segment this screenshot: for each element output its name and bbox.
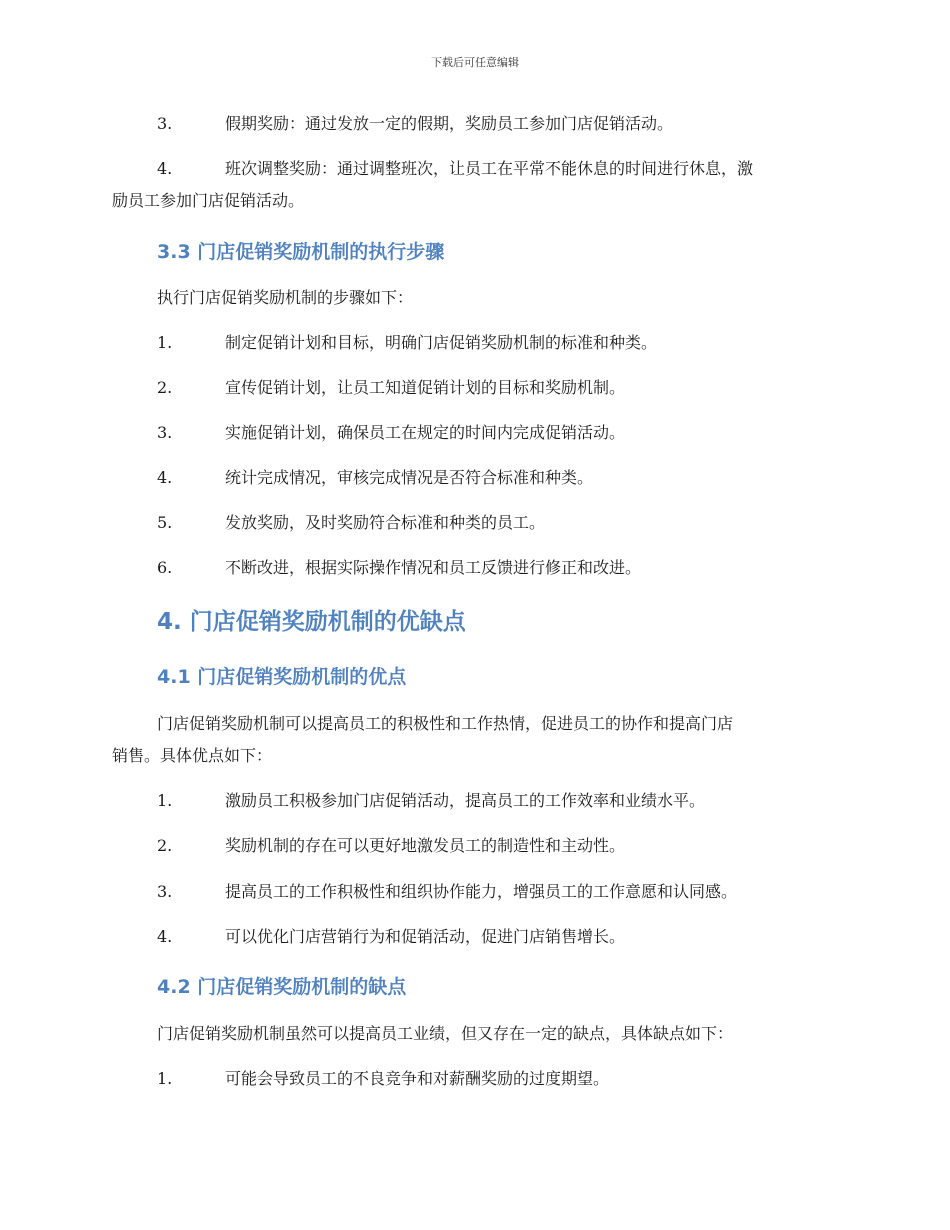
list-number: 3. [157, 114, 173, 133]
section-heading: 4.2 门店促销奖励机制的缺点 [157, 976, 407, 998]
list-number: 5. [157, 513, 173, 532]
section-heading: 4.1 门店促销奖励机制的优点 [157, 666, 407, 688]
list-item [157, 829, 625, 863]
list-number: 4. [157, 159, 173, 178]
section-intro-line: 门店促销奖励机制可以提高员工的积极性和工作热情，促进员工的协作和提高门店 [157, 714, 734, 733]
list-number: 1. [157, 1069, 173, 1088]
list-text: 宣传促销计划，让员工知道促销计划的目标和奖励机制。 [225, 378, 626, 397]
list-number: 4. [157, 927, 173, 946]
list-text: 不断改进，根据实际操作情况和员工反馈进行修正和改进。 [225, 558, 642, 577]
list-number: 6. [157, 558, 173, 577]
list-item [157, 551, 641, 585]
section-intro-line: 销售。具体优点如下： [112, 746, 273, 765]
list-text: 提高员工的工作积极性和组织协作能力，增强员工的工作意愿和认同感。 [225, 882, 738, 901]
list-item [157, 107, 673, 141]
list-number: 3. [157, 423, 173, 442]
list-number: 2. [157, 378, 173, 397]
list-item [157, 506, 545, 540]
list-text: 激励员工积极参加门店促销活动，提高员工的工作效率和业绩水平。 [225, 791, 706, 810]
list-text: 可以优化门店营销行为和促销活动，促进门店销售增长。 [225, 927, 626, 946]
list-item [157, 920, 625, 954]
list-number: 3. [157, 882, 173, 901]
list-item [157, 371, 625, 405]
page-header: 下载后可任意编辑 [431, 56, 519, 69]
list-item [157, 326, 657, 360]
list-text: 统计完成情况，审核完成情况是否符合标准和种类。 [225, 468, 594, 487]
list-item [157, 875, 737, 909]
list-text: 实施促销计划，确保员工在规定的时间内完成促销活动。 [225, 423, 626, 442]
list-item [157, 416, 625, 450]
list-text: 假期奖励：通过发放一定的假期，奖励员工参加门店促销活动。 [225, 114, 674, 133]
chapter-heading: 4. 门店促销奖励机制的优缺点 [157, 609, 466, 635]
list-number: 4. [157, 468, 173, 487]
list-item [157, 152, 753, 186]
list-number: 2. [157, 836, 173, 855]
section-intro: 执行门店促销奖励机制的步骤如下： [157, 288, 414, 307]
list-number: 1. [157, 333, 173, 352]
list-text: 制定促销计划和目标，明确门店促销奖励机制的标准和种类。 [225, 333, 658, 352]
list-item [157, 461, 593, 495]
list-item [157, 784, 705, 818]
list-text: 奖励机制的存在可以更好地激发员工的制造性和主动性。 [225, 836, 626, 855]
section-heading: 3.3 门店促销奖励机制的执行步骤 [157, 241, 445, 263]
list-text: 发放奖励，及时奖励符合标准和种类的员工。 [225, 513, 546, 532]
list-text: 班次调整奖励：通过调整班次，让员工在平常不能休息的时间进行休息，激 [225, 159, 754, 178]
list-item [157, 1062, 609, 1096]
section-intro: 门店促销奖励机制虽然可以提高员工业绩，但又存在一定的缺点，具体缺点如下： [157, 1024, 734, 1043]
list-text: 可能会导致员工的不良竞争和对薪酬奖励的过度期望。 [225, 1069, 610, 1088]
list-item-continuation: 励员工参加门店促销活动。 [112, 191, 305, 210]
list-number: 1. [157, 791, 173, 810]
